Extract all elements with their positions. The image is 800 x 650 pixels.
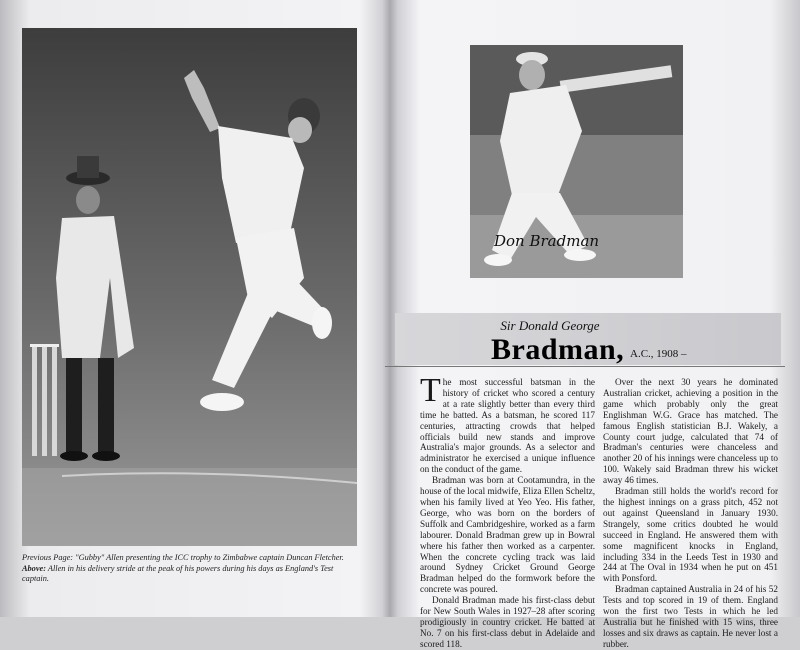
article-paragraph: Bradman captained Australia in 24 of his 52 Tests and top scored in 19 of them. England won the first two Tests in which he led Australia but he finished with 15 wins, three losses and six draws as captain. He never lost a rubber. (603, 584, 778, 649)
cricket-stumps (30, 344, 59, 456)
article-paragraph: The most successful batsman in the history of cricket who scored a century at a rate slightly better than every third time he batted. As a batsman, he scored 117 centuries, attracting crowds that helped officials build new stands and improve Australia's major grounds. As a selector and administrator he exercised a unique influence on the conduct of the game. (420, 372, 595, 475)
left-photo-caption (22, 553, 357, 585)
drop-cap: T (420, 372, 441, 409)
bowler-illustration (22, 28, 357, 546)
article-column-1 (420, 372, 595, 650)
bradman-signature: Don Bradman (494, 232, 600, 250)
caption-previous-page: Previous Page: "Gubby" Allen presenting the ICC trophy to Zimbabwe captain Duncan Fletcher. (22, 553, 344, 562)
player-honours-and-birth-year: A.C., 1908 – (630, 348, 687, 360)
article-paragraph: Donald Bradman made his first-class debut for New South Wales in 1927–28 after scoring prodigiously in country cricket. He batted at No. 7 on his first-class debut in Adelaide and scored 118. (420, 595, 595, 649)
bowler-photograph (22, 28, 357, 546)
article-paragraph: Over the next 30 years he dominated Australian cricket, achieving a position in the game which probably only the great Englishman W.G. Grace has matched. The famous English statistician B.J. Wakely, a County court judge, calculated that 74 of Bradman's centuries were chanceless and another 20 of his innings were chanceless up to 100. Wakely said Bradman threw his wicket away 46 times. (603, 377, 778, 486)
caption-description: Allen in his delivery stride at the peak of his powers during his days as England's Test captain. (22, 563, 334, 583)
player-surname: Bradman, (491, 333, 625, 366)
article-column-2 (603, 377, 778, 650)
article-paragraph: Bradman was born at Cootamundra, in the house of the local midwife, Eliza Ellen Scheltz, when his family lived at Yeo Yeo. His father, George, who was born on the borders of Suffolk and Cambridgeshire, worked as a farm labourer. Donald Bradman grew up in Bowral where his father then worked as a carpenter. When the concrete cycling track was laid around Sydney Cricket Ground George Bradman helped do the formwork before the concrete was poured. (420, 475, 595, 595)
player-first-names: Sir Donald George (500, 318, 600, 333)
article-paragraph: Bradman still holds the world's record for the highest innings on a grass pitch, 452 not out against Queensland in January 1930. Strangely, some critics doubted he would succeed in England. He answered them with some magnificent knocks in England, including 334 in the Leeds Test in 1930 and 244 at The Oval in 1934 when he put on 451 with Ponsford. (603, 486, 778, 584)
caption-above-label: Above: (22, 563, 46, 573)
